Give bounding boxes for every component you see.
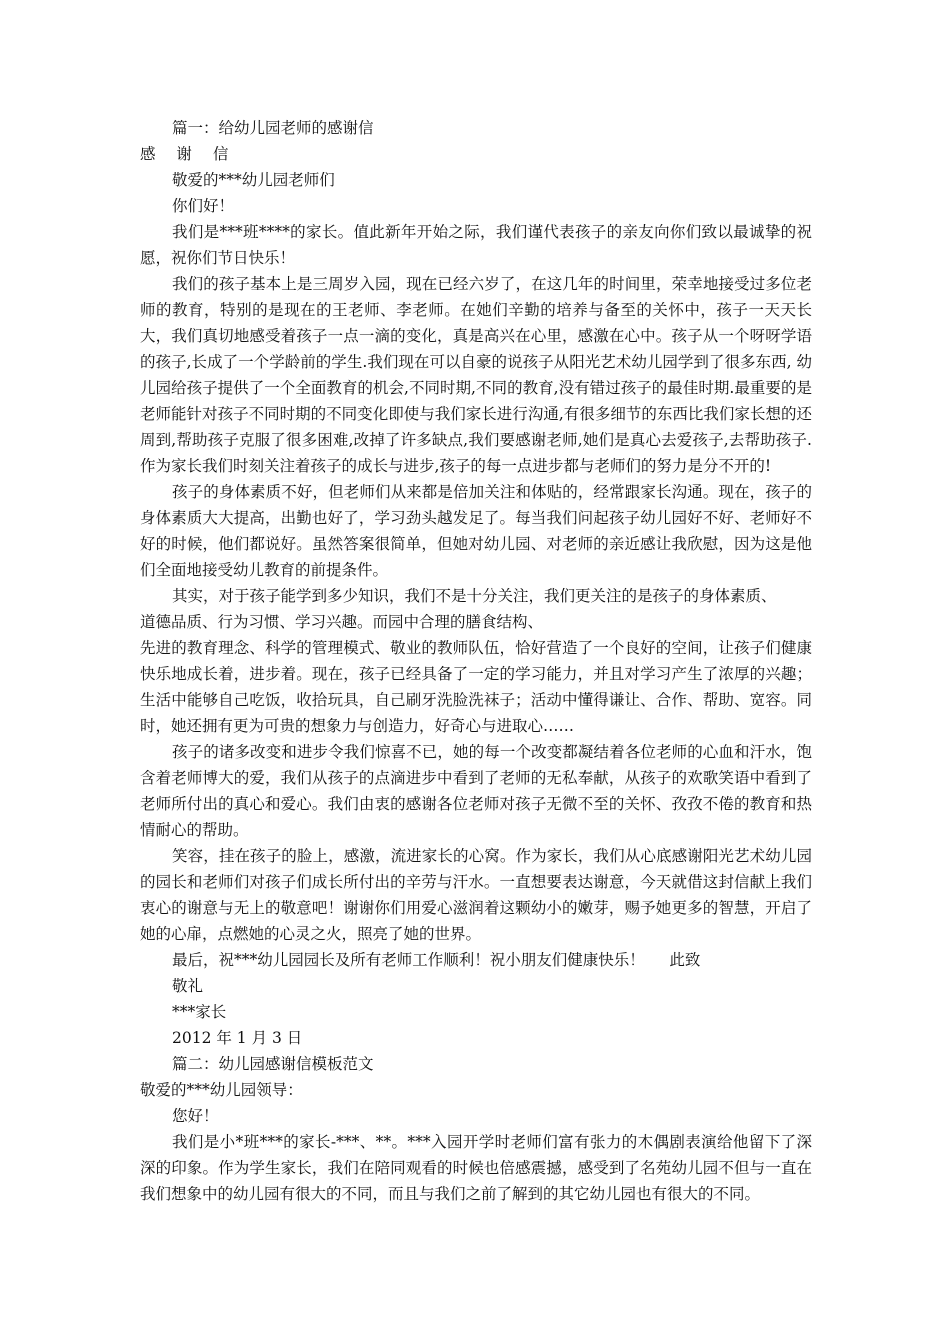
greeting: 您好！ [172,1107,219,1125]
salutation: 敬爱的***幼儿园领导： [140,1081,303,1099]
paragraph: 我们是小*班***的家长-***、**。***入园开学时老师们富有张力的木偶剧表演给他留下了深深的印象。作为学生家长，我们在陪同观看的时候也倍感震撼，感受到了名苑幼儿园不但与一直在我们想象中的幼儿园有很大的不同，而且与我们之前了解到的其它幼儿园也有很大的不同。 [140,1133,812,1203]
signature: ***家长 [172,1003,227,1021]
document-page [140,115,812,1207]
greeting: 你们好！ [172,197,235,215]
paragraph: 我们的孩子基本上是三周岁入园，现在已经六岁了，在这几年的时间里，荣幸地接受过多位老师的教育，特别的是现在的王老师、李老师。在她们辛勤的培养与备至的关怀中，孩子一天天长大，我们真切地感受着孩子一点一滴的变化，真是高兴在心里，感激在心中。孩子从一个呀呀学语的孩子,长成了一个学龄前的学生.我们现在可以自豪的说孩子从阳光艺术幼儿园学到了很多东西, 幼儿园给孩子提供了一个全面教育的机会,不同时期,不同的教育,没有错过孩子的最佳时期.最重要的是老师能针对孩子不同时期的不同变化即使与我们家长进行沟通,有很多细节的东西比我们家长想的还周到,帮助孩子克服了很多困难,改掉了许多缺点,我们要感谢老师,她们是真心去爱孩子,去帮助孩子.作为家长我们时刻关注着孩子的成长与进步,孩子的每一点进步都与老师们的努力是分不开的! [140,275,812,475]
letter-title: 感 谢 信 [140,145,237,163]
paragraph: 孩子的诸多改变和进步令我们惊喜不已，她的每一个改变都凝结着各位老师的心血和汗水，饱含着老师博大的爱，我们从孩子的点滴进步中看到了老师的无私奉献，从孩子的欢歌笑语中看到了老师所付出的真心和爱心。我们由衷的感谢各位老师对孩子无微不至的关怀、孜孜不倦的教育和热情耐心的帮助。 [140,743,812,839]
paragraph: 笑容，挂在孩子的脸上，感激，流进家长的心窝。作为家长，我们从心底感谢阳光艺术幼儿园的园长和老师们对孩子们成长所付出的辛劳与汗水。一直想要表达谢意，今天就借这封信献上我们衷心的谢意与无上的敬意吧！谢谢你们用爱心滋润着这颗幼小的嫩芽，赐予她更多的智慧，开启了她的心扉，点燃她的心灵之火，照亮了她的世界。 [140,847,812,943]
paragraph-line: 其实，对于孩子能学到多少知识，我们不是十分关注，我们更关注的是孩子的身体素质、 [172,587,777,605]
part2-heading: 篇二：幼儿园感谢信模板范文 [172,1055,374,1073]
regards: 敬礼 [172,977,204,995]
paragraph: 孩子的身体素质不好，但老师们从来都是倍加关注和体贴的，经常跟家长沟通。现在，孩子的身体素质大大提高，出勤也好了，学习劲头越发足了。每当我们问起孩子幼儿园好不好、老师好不好的时候，他们都说好。虽然答案很简单，但她对幼儿园、对老师的亲近感让我欣慰，因为这是他们全面地接受幼儿教育的前提条件。 [140,483,812,579]
paragraph: 先进的教育理念、科学的管理模式、敬业的教师队伍，恰好营造了一个良好的空间，让孩子们健康快乐地成长着，进步着。现在，孩子已经具备了一定的学习能力，并且对学习产生了浓厚的兴趣；生活中能够自己吃饭，收拾玩具，自己刷牙洗脸洗袜子；活动中懂得谦让、合作、帮助、宽容。同时，她还拥有更为可贵的想象力与创造力，好奇心与进取心…… [140,639,812,735]
part1-heading: 篇一：给幼儿园老师的感谢信 [172,119,374,137]
closing: 最后，祝***幼儿园园长及所有老师工作顺利！祝小朋友们健康快乐！ 此致 [172,951,701,969]
paragraph: 我们是***班****的家长。值此新年开始之际，我们谨代表孩子的亲友向你们致以最诚挚的祝愿，祝你们节日快乐！ [140,223,812,267]
salutation: 敬爱的***幼儿园老师们 [172,171,335,189]
date: 2012 年 1 月 3 日 [172,1029,303,1047]
paragraph-line: 道德品质、行为习惯、学习兴趣。而园中合理的膳食结构、 [140,613,544,631]
